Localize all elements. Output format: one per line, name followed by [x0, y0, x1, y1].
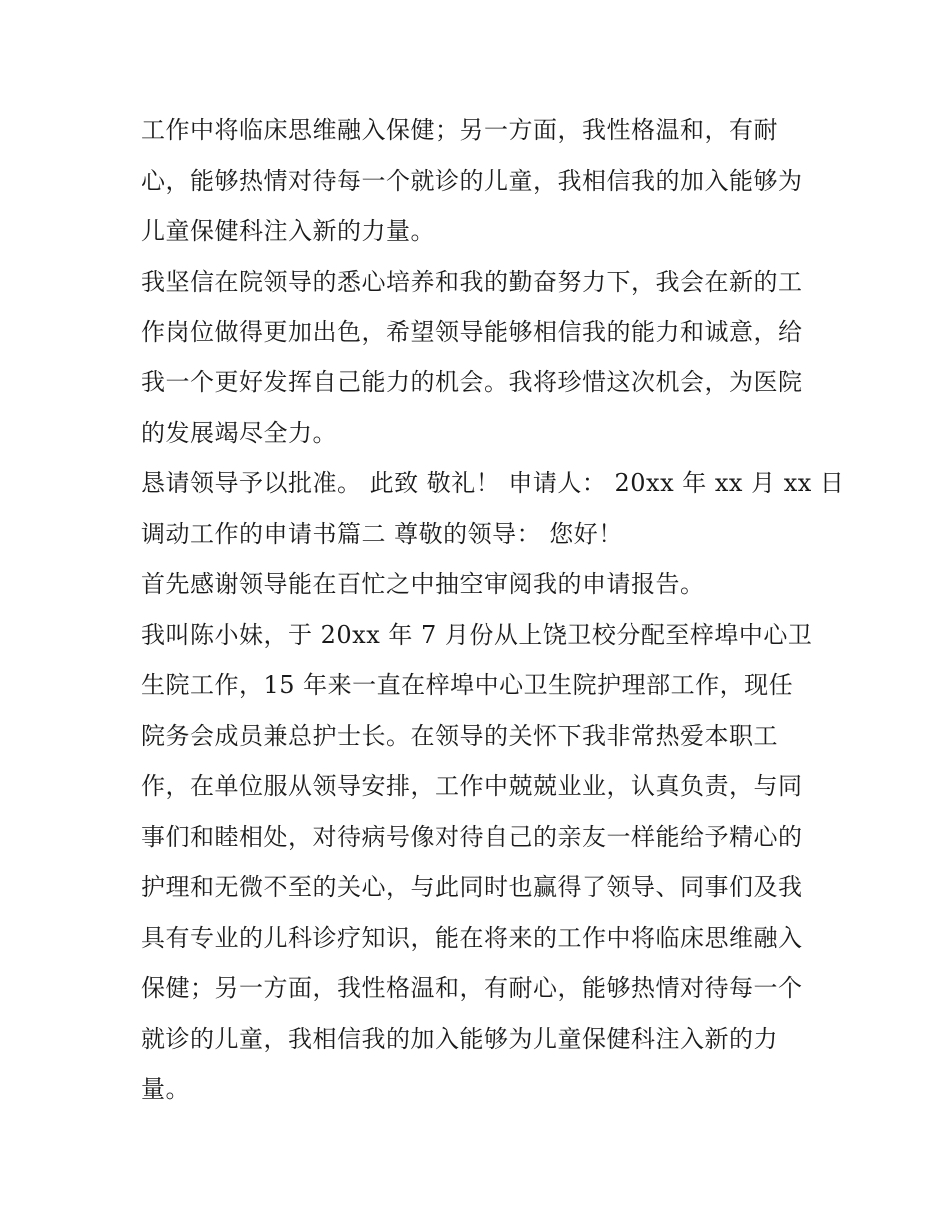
text-line: 作，在单位服从领导安排，工作中兢兢业业，认真负责，与同	[141, 772, 803, 800]
text-line: 我一个更好发挥自己能力的机会。我将珍惜这次机会，为医院	[141, 368, 803, 396]
text-line: 工作中将临床思维融入保健；另一方面，我性格温和，有耐	[141, 116, 778, 144]
text-line: 院务会成员兼总护士长。在领导的关怀下我非常热爱本职工	[141, 722, 778, 750]
text-line: 的发展竭尽全力。	[141, 419, 337, 447]
text-line: 我叫陈小妹，于 20xx 年 7 月份从上饶卫校分配至梓埠中心卫	[141, 621, 813, 649]
text-line: 作岗位做得更加出色，希望领导能够相信我的能力和诚意，给	[141, 318, 803, 346]
text-line: 量。	[141, 1075, 190, 1103]
text-line: 生院工作，15 年来一直在梓埠中心卫生院护理部工作，现任	[141, 671, 794, 699]
text-line: 事们和睦相处，对待病号像对待自己的亲友一样能给予精心的	[141, 823, 803, 851]
text-line: 心，能够热情对待每一个就诊的儿童，我相信我的加入能够为	[141, 167, 803, 195]
text-line: 我坚信在院领导的悉心培养和我的勤奋努力下，我会在新的工	[141, 268, 803, 296]
text-line: 调动工作的申请书篇二 尊敬的领导： 您好！	[141, 520, 623, 548]
text-line: 护理和无微不至的关心，与此同时也赢得了领导、同事们及我	[141, 873, 803, 901]
text-line: 具有专业的儿科诊疗知识，能在将来的工作中将临床思维融入	[141, 924, 803, 952]
text-line: 恳请领导予以批准。 此致 敬礼！ 申请人： 20xx 年 xx 月 xx 日	[141, 469, 845, 497]
text-line: 就诊的儿童，我相信我的加入能够为儿童保健科注入新的力	[141, 1025, 778, 1053]
text-line: 儿童保健科注入新的力量。	[141, 217, 435, 245]
text-line: 首先感谢领导能在百忙之中抽空审阅我的申请报告。	[141, 570, 705, 598]
text-line: 保健；另一方面，我性格温和，有耐心，能够热情对待每一个	[141, 974, 803, 1002]
